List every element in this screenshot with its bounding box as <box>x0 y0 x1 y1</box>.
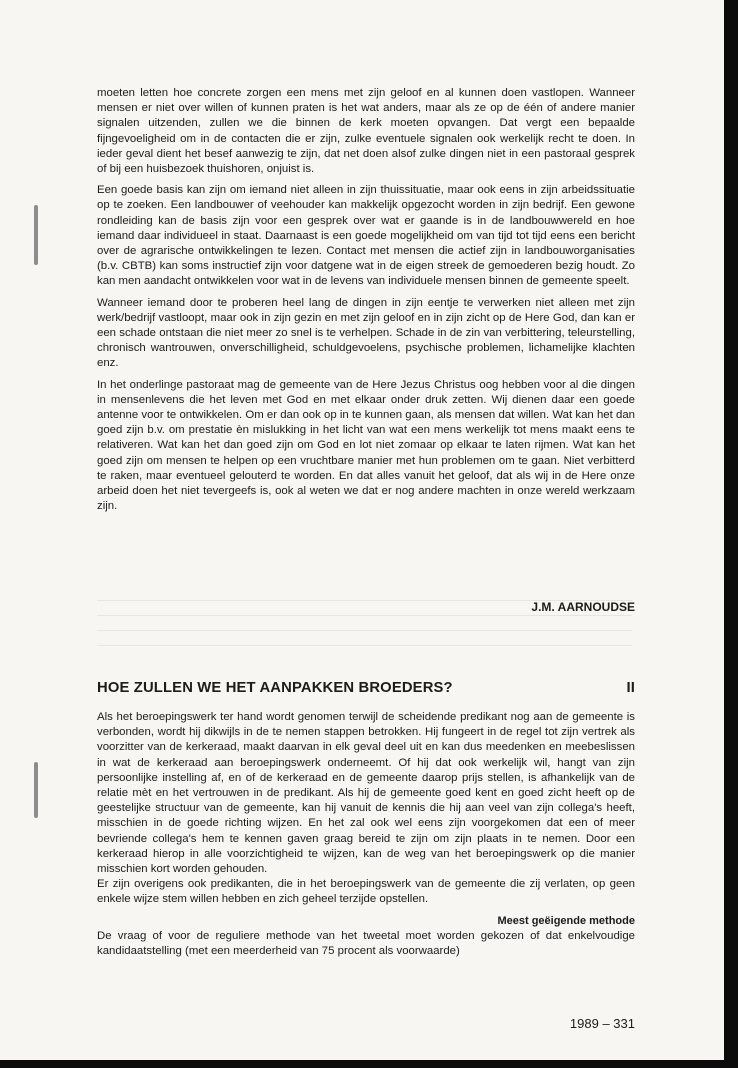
section-subheading: Meest geëigende methode <box>497 914 635 927</box>
body-paragraph: moeten letten hoe concrete zorgen een mens met zijn geloof en al kunnen doen vastlopen. Wanneer mensen er niet over willen of kunnen praten is het wat anders, maar als ze op de één of andere manier signalen uitzenden, zullen we die binnen de kerk moeten opvangen. Dat vergt een bepaalde fijngevoeligheid om in de contacten die er zijn, zulke eventuele signalen ook werkelijk recht te doen. In ieder geval dient het besef aanwezig te zijn, dat net doen alsof zulke dingen niet in een pastoraal gesprek of bij een huisbezoek thuishoren, onjuist is. <box>97 87 635 176</box>
scan-edge-bottom <box>0 1060 738 1068</box>
body-paragraph: Een goede basis kan zijn om iemand niet alleen in zijn thuissituatie, maar ook eens in zijn arbeidssituatie op te zoeken. Een landbouwer of veehouder kan makkelijk opgezocht worden in zijn bedrijf. Een gewone rondleiding kan de basis zijn voor een gesprek over wat er gaande is in de landbouwwereld en hoe iemand daar individueel in staat. Daarnaast is een goede mogelijkheid om van tijd tot tijd eens een bericht over de agrarische ontwikkelingen te lezen. Contact met mensen die actief zijn in landbouworganisaties (b.v. CBTB) kan soms instructief zijn voor datgene wat in de eigen streek de gemoederen bezig houdt. Zo kan men aandacht ontwikkelen voor wat in de levens van individuele mensen binnen de gemeente speelt. <box>97 184 635 288</box>
body-paragraph: Wanneer iemand door te proberen heel lang de dingen in zijn eentje te verwerken niet alleen met zijn werk/bedrijf vastloopt, maar ook in zijn gezin en met zijn geloof en in zijn zicht op de Here God, dan kan er een schade ontstaan die niet meer zo snel is te verhelpen. Schade in de zin van verbittering, teleurstelling, chronisch wantrouwen, onverschilligheid, schuldgevoelens, psychische problemen, lichamelijke klachten enz. <box>97 296 635 370</box>
scan-edge-right <box>724 0 738 1068</box>
article-body <box>97 710 635 965</box>
article-part-number: II <box>626 680 635 696</box>
article-heading <box>97 680 635 696</box>
body-paragraph: De vraag of voor de reguliere methode van het tweetal moet worden gekozen of dat enkelvoudige kandidaatstelling (met een meerderheid van 75 procent als voorwaarde) <box>97 929 635 958</box>
article-title: HOE ZULLEN WE HET AANPAKKEN BROEDERS? <box>97 680 453 696</box>
page-number: 1989 – 331 <box>569 1016 635 1031</box>
author-signature: J.M. AARNOUDSE <box>531 600 635 614</box>
body-paragraph: Er zijn overigens ook predikanten, die in het beroepingswerk van de gemeente die zij verlaten, op geen enkele wijze stem willen hebben en zich geheel terzijde opstellen. <box>97 878 635 906</box>
binder-clip-mark <box>34 205 38 265</box>
binder-clip-mark <box>34 762 38 818</box>
body-paragraph: Als het beroepingswerk ter hand wordt genomen terwijl de scheidende predikant nog aan de gemeente is verbonden, wordt hij dikwijls in de te nemen stappen betrokken. Hij fungeert in de regel tot zijn vertrek als voorzitter van de kerkeraad, maakt daarvan in elk geval deel uit en kan dus meedenken en meebeslissen in wat de kerkeraad aan beroepingswerk onderneemt. Of hij dat ook werkelijk wil, hangt van zijn persoonlijke instelling af, en of de kerkeraad en de gemeente daarop prijs stellen, is afhankelijk van de relatie mèt en het vertrouwen in de predikant. Als hij de gemeente goed kent en goed zicht heeft op de geestelijke structuur van de gemeente, kan hij vanuit de kennis die hij aan veel van zijn collega's heeft, misschien in de goede richting wijzen. En het zal ook wel eens zijn voorgekomen dat een of meer bevriende collega's hem te kennen gaven graag bereid te zijn om zijn plaats in te nemen. Door een kerkeraad hierop in alle voorzichtigheid te wijzen, kan de weg van het beroepingswerk op die manier misschien kort worden gehouden. <box>97 711 635 876</box>
body-paragraph: In het onderlinge pastoraat mag de gemeente van de Here Jezus Christus oog hebben voor al die dingen in mensenlevens die het leven met God en met elkaar onder druk zetten. Wij dienen daar een goede antenne voor te ontwikkelen. Om er dan ook op in te kunnen gaan, als mensen dat willen. Wat kan het dan goed zijn b.v. om prestatie èn mislukking in het licht van wat een mens werkelijk tot mens maakt eens te relativeren. Wat kan het dan goed zijn om God en lot niet zomaar op elkaar te laten rijmen. Wat kan het goed zijn om mensen te helpen op een vruchtbare manier met hun problemen om te gaan. Niet verbitterd te raken, maar eventueel gelouterd te worden. En dat alles vanuit het geloof, dat als wij in de Here onze arbeid doen het niet tevergeefs is, ook al weten we dat er nog andere machten in onze wereld werkzaam zijn. <box>97 378 635 513</box>
article-continuation <box>97 86 635 520</box>
